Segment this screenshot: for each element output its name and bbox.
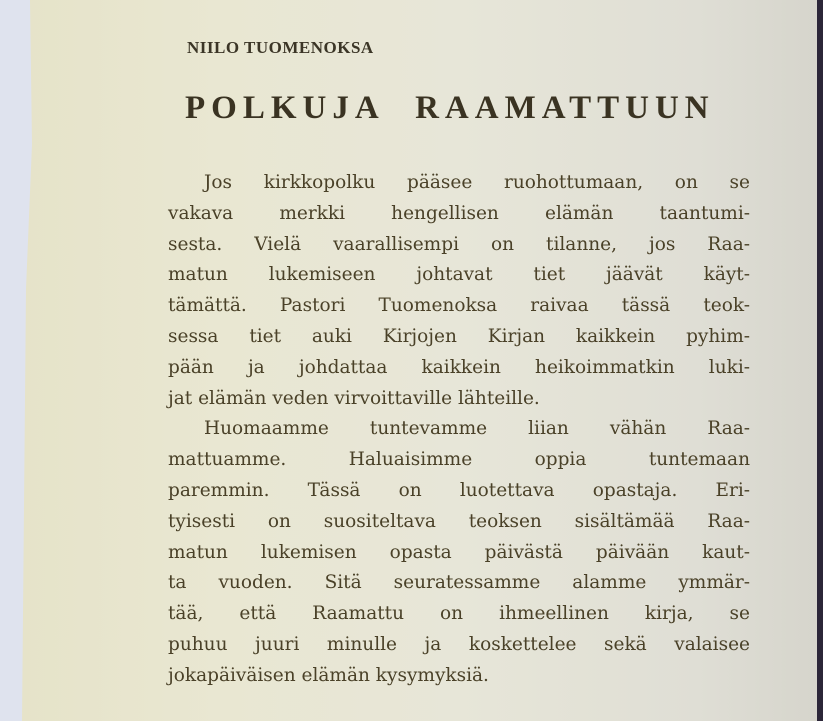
text-line: vakava merkki hengellisen elämän taantumi- bbox=[168, 202, 750, 224]
text-line: tää, että Raamattu on ihmeellinen kirja, se bbox=[168, 603, 750, 625]
paragraph-2 bbox=[168, 414, 750, 691]
text-line: ta vuoden. Sitä seuratessamme alamme ymmär- bbox=[168, 572, 750, 594]
text-line: puhuu juuri minulle ja koskettelee sekä valaisee bbox=[168, 633, 750, 655]
book-title: POLKUJA RAAMATTUUN bbox=[185, 90, 715, 126]
author-name: NIILO TUOMENOKSA bbox=[187, 38, 374, 57]
paragraph-1 bbox=[168, 168, 750, 414]
text-line: sesta. Vielä vaarallisempi on tilanne, jos Raa- bbox=[168, 233, 750, 255]
text-line: Jos kirkkopolku pääsee ruohottumaan, on se bbox=[204, 172, 750, 193]
text-line: Huomaamme tuntevamme liian vähän Raa- bbox=[204, 418, 750, 440]
text-line: tämättä. Pastori Tuomenoksa raivaa tässä teok- bbox=[168, 295, 750, 317]
text-line: matun lukemisen opasta päivästä päivään kaut- bbox=[168, 541, 750, 563]
text-line: mattuamme. Haluaisimme oppia tuntemaan bbox=[168, 449, 750, 471]
text-line: sessa tiet auki Kirjojen Kirjan kaikkein pyhim- bbox=[168, 325, 750, 347]
text-line: jat elämän veden virvoittaville lähteille. bbox=[168, 387, 540, 409]
text-line: pään ja johdattaa kaikkein heikoimmatkin luki- bbox=[168, 356, 750, 378]
page-edge-shadow bbox=[817, 0, 823, 721]
text-line: matun lukemiseen johtavat tiet jäävät käyt- bbox=[168, 264, 750, 286]
blurb-text bbox=[168, 168, 750, 692]
text-line: tyisesti on suositeltava teoksen sisältämää Raa- bbox=[168, 510, 750, 532]
text-line: jokapäiväisen elämän kysymyksiä. bbox=[168, 664, 489, 686]
text-line: paremmin. Tässä on luotettava opastaja. Eri- bbox=[168, 479, 750, 501]
